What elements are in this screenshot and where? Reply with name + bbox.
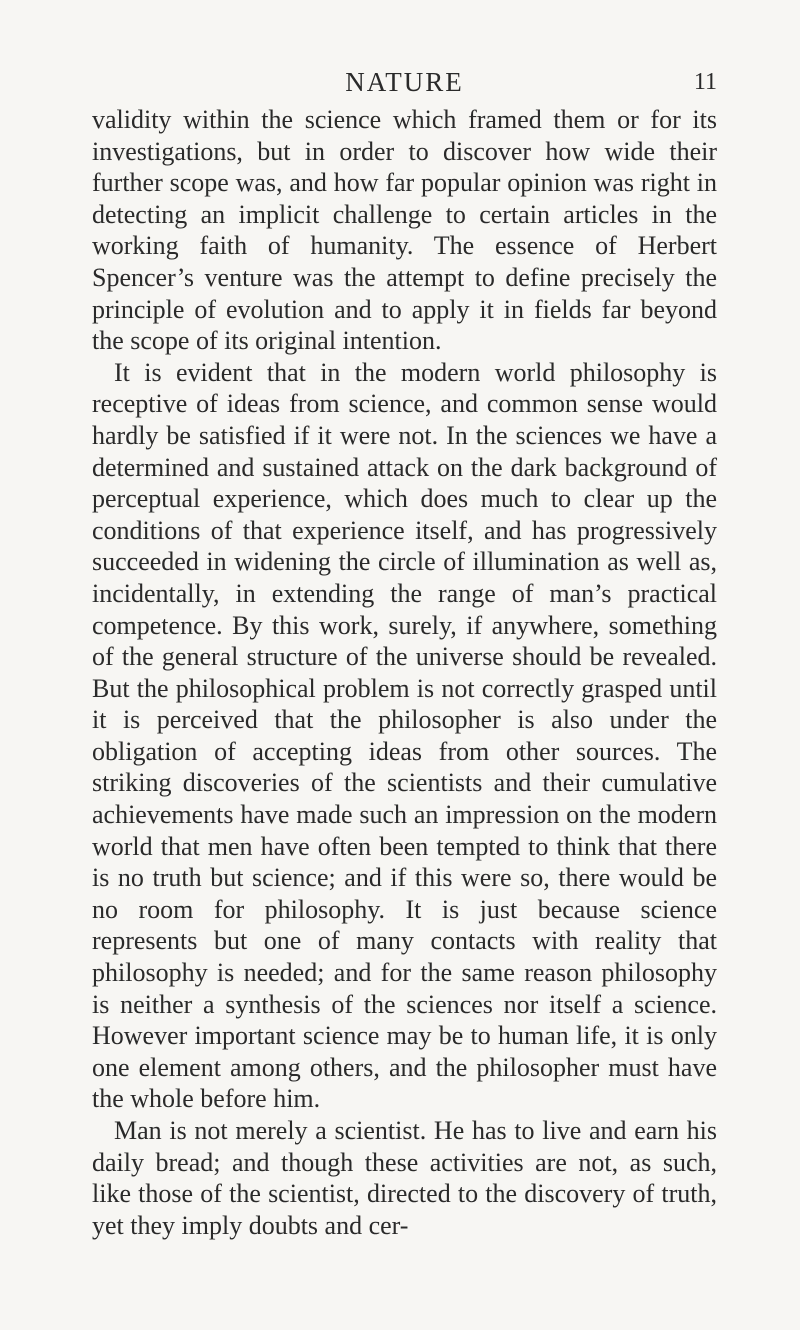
paragraph: Man is not merely a scientist. He has to live and earn his daily bread; and though these activities are not, as such, like those of the scientist, directed to the discovery of truth, yet they imply doubts and cer- <box>92 1116 717 1240</box>
page-number: 11 <box>693 69 717 95</box>
running-title: NATURE <box>345 67 464 97</box>
page-header <box>92 62 717 102</box>
body-text <box>92 104 717 1241</box>
paragraph: It is evident that in the modern world philosophy is receptive of ideas from science, and common sense would hardly be satisfied if it were not. In the sciences we have a determined and sustained attack on the dark background of perceptual experience, which does much to clear up the conditions of that experience itself, and has progressively succeeded in widening the circle of illumination as well as, incidentally, in extending the range of man’s practical competence. By this work, surely, if anywhere, something of the general structure of the universe should be revealed. But the philosophical problem is not correctly grasped until it is perceived that the philosopher is also under the obligation of accepting ideas from other sources. The striking discoveries of the scientists and their cumulative achievements have made such an impression on the modern world that men have often been tempted to think that there is no truth but science; and if this were so, there would be no room for philosophy. It is just because science represents but one of many contacts with reality that philosophy is needed; and for the same reason philosophy is neither a synthesis of the sciences nor itself a science. However important science may be to human life, it is only one element among others, and the philosopher must have the whole before him. <box>92 357 717 1114</box>
paragraph-continuation: validity within the science which framed them or for its investigations, but in order to discover how wide their further scope was, and how far popular opinion was right in detecting an implicit challenge to certain articles in the working faith of humanity. The essence of Herbert Spencer’s venture was the attempt to define precisely the principle of evolution and to apply it in fields far beyond the scope of its original intention. <box>92 105 717 356</box>
